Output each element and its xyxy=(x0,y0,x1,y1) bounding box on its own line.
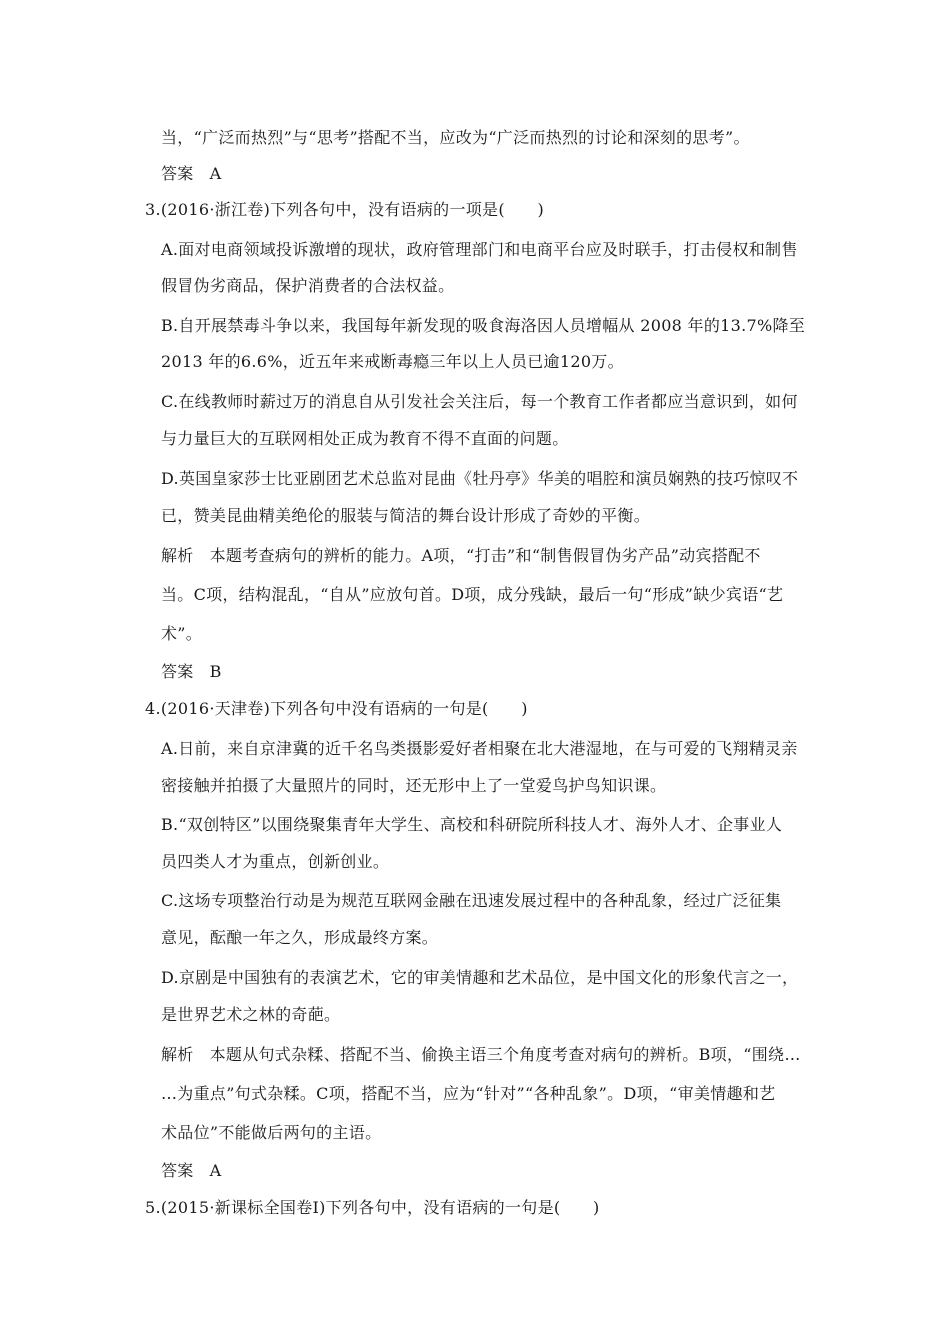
analysis-text: 本题考查病句的辨析的能力。A项，“打击”和“制售假冒伪劣产品”动宾搭配不 xyxy=(209,546,761,565)
q4-option-d-line1: D.京剧是中国独有的表演艺术，它的审美情趣和艺术品位，是中国文化的形象代言之一， xyxy=(161,968,799,987)
answer-value: B xyxy=(209,662,222,681)
answer-value: A xyxy=(209,164,222,183)
question-4-stem: 4.(2016·天津卷)下列各句中没有语病的一句是( ) xyxy=(145,699,528,718)
q3-option-d-line2: 已，赞美昆曲精美绝伦的服装与简洁的舞台设计形成了奇妙的平衡。 xyxy=(161,506,651,525)
q3-answer xyxy=(161,662,222,682)
q3-analysis-line1 xyxy=(161,546,761,566)
q3-option-b-line1: B.自开展禁毒斗争以来，我国每年新发现的吸食海洛因人员增幅从 2008 年的13.7%降至 xyxy=(161,316,806,335)
answer-label: 答案 xyxy=(161,164,194,183)
question-3-stem: 3.(2016·浙江卷)下列各句中，没有语病的一项是( ) xyxy=(145,200,545,219)
q3-option-a-line1: A.面对电商领域投诉激增的现状，政府管理部门和电商平台应及时联手，打击侵权和制售 xyxy=(161,240,798,259)
analysis-text: 本题从句式杂糅、搭配不当、偷换主语三个角度考查对病句的辨析。B项，“围绕… xyxy=(209,1045,801,1064)
prev-answer xyxy=(161,164,221,184)
q4-option-b-line1: B.“双创特区”以围绕聚集青年大学生、高校和科研院所科技人才、海外人才、企事业人 xyxy=(161,815,783,834)
q4-answer xyxy=(161,1161,221,1181)
q3-option-a-line2: 假冒伪劣商品，保护消费者的合法权益。 xyxy=(161,276,455,295)
answer-label: 答案 xyxy=(161,1161,194,1180)
q4-analysis-line1 xyxy=(161,1045,801,1065)
answer-value: A xyxy=(209,1161,222,1180)
q4-option-a-line2: 密接触并拍摄了大量照片的同时，还无形中上了一堂爱鸟护鸟知识课。 xyxy=(161,776,667,795)
prev-analysis-tail: 当，“广泛而热烈”与“思考”搭配不当，应改为“广泛而热烈的讨论和深刻的思考”。 xyxy=(161,128,750,147)
q4-option-c-line2: 意见，酝酿一年之久，形成最终方案。 xyxy=(161,928,439,947)
q3-analysis-line2: 当。C项，结构混乱，“自从”应放句首。D项，成分残缺，最后一句“形成”缺少宾语“艺 xyxy=(161,585,784,604)
q4-option-d-line2: 是世界艺术之林的奇葩。 xyxy=(161,1005,341,1024)
analysis-label: 解析 xyxy=(161,1045,194,1064)
q3-analysis-line3: 术”。 xyxy=(161,624,203,643)
q4-analysis-line2: …为重点”句式杂糅。C项，搭配不当，应为“针对”“各种乱象”。D项，“审美情趣和艺 xyxy=(161,1084,776,1103)
q3-option-c-line1: C.在线教师时薪过万的消息自从引发社会关注后，每一个教育工作者都应当意识到，如何 xyxy=(161,392,798,411)
q3-option-c-line2: 与力量巨大的互联网相处正成为教育不得不直面的问题。 xyxy=(161,429,569,448)
question-5-stem: 5.(2015·新课标全国卷Ⅰ)下列各句中，没有语病的一句是( ) xyxy=(145,1198,600,1217)
answer-label: 答案 xyxy=(161,662,194,681)
analysis-label: 解析 xyxy=(161,546,194,565)
q3-option-d-line1: D.英国皇家莎士比亚剧团艺术总监对昆曲《牡丹亭》华美的唱腔和演员娴熟的技巧惊叹不 xyxy=(161,469,799,488)
q3-option-b-line2: 2013 年的6.6%，近五年来戒断毒瘾三年以上人员已逾120万。 xyxy=(161,352,624,371)
q4-option-a-line1: A.日前，来自京津冀的近千名鸟类摄影爱好者相聚在北大港湿地，在与可爱的飞翔精灵亲 xyxy=(161,739,798,758)
q4-option-c-line1: C.这场专项整治行动是为规范互联网金融在迅速发展过程中的各种乱象，经过广泛征集 xyxy=(161,891,782,910)
q4-analysis-line3: 术品位”不能做后两句的主语。 xyxy=(161,1123,382,1142)
q4-option-b-line2: 员四类人才为重点，创新创业。 xyxy=(161,852,390,871)
